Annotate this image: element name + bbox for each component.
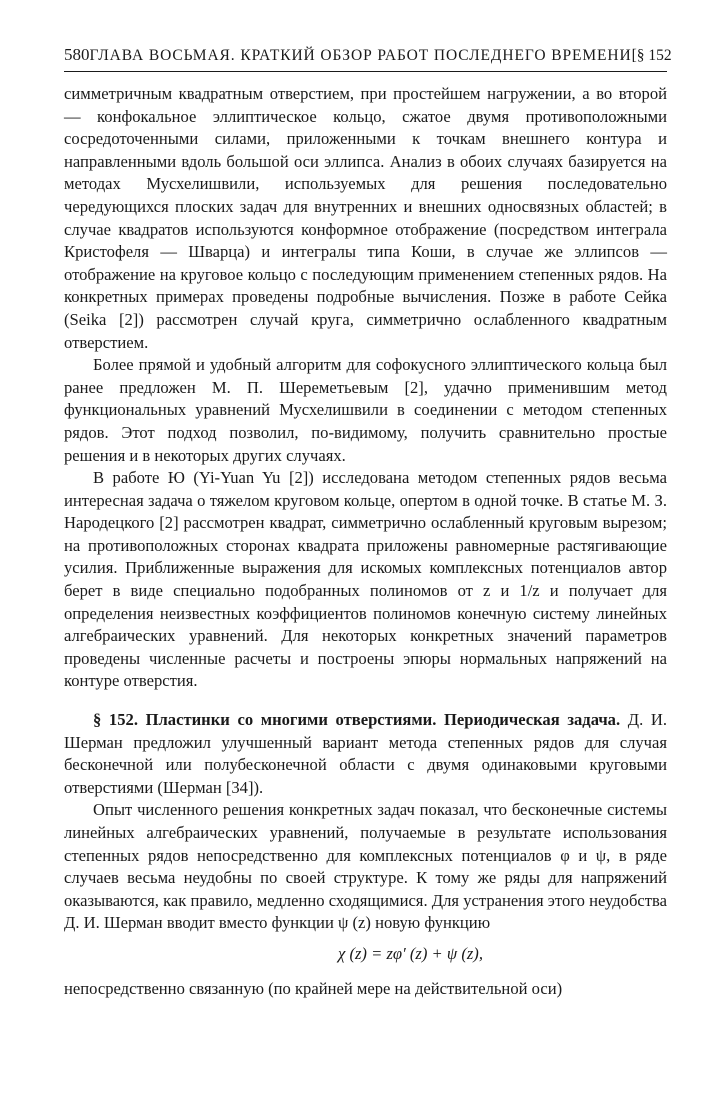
paragraph-1: симметричным квадратным отверстием, при простейшем нагружении, а во второй — конфокальное эллиптическое кольцо, сжатое двумя противоположными сосредоточенными силами, приложенными к точкам внешнего контура и направленными вдоль большой оси эллипса. Анализ в обоих случаях базируется на методах Мусхелишвили, используемых для решения последовательно чередующихся плоских задач для внутренних и внешних односвязных областей; в случае квадратов используются конформное отображение (посредством интеграла Кристофеля — Шварца) и интегралы типа Коши, в случае же эллипсов — отображение на круговое кольцо с последующим применением степенных рядов. На конкретных примерах проведены подробные вычисления. Позже в работе Сейка (Seika [2]) рассмотрен случай круга, симметрично ослабленного квадратным отверстием. xyxy=(64,84,667,352)
section-152-paragraph xyxy=(64,709,667,799)
paragraph-3: В работе Ю (Yi-Yuan Yu [2]) исследована методом степенных рядов весьма интересная задача о тяжелом круговом кольце, опертом в одной точке. В статье М. З. Народецкого [2] рассмотрен квадрат, симметрично ослабленный круговым вырезом; на противоположных сторонах квадрата приложены равномерные растягивающие усилия. Приближенные выражения для искомых комплексных потенциалов автор берет в виде специально подобранных полиномов от z и 1/z и получает для определения неизвестных коэффициентов полиномов конечную систему линейных алгебраических уравнений. Для некоторых конкретных значений параметров проведены численные расчеты и построены эпюры нормальных напряжений на контуре отверстия. xyxy=(64,468,667,691)
paragraph-5: Опыт численного решения конкретных задач показал, что бесконечные системы линейных алгебраических уравнений, получаемые в результате использования степенных рядов непосредственно для комплексных потенциалов φ и ψ, в ряде случаев весьма неудобны по своей структуре. К тому же ряды для напряжений оказываются, как правило, медленно сходящимися. Для устранения этого неудобства Д. И. Шерман вводит вместо функции ψ (z) новую функцию xyxy=(64,800,667,933)
paragraph-2: Более прямой и удобный алгоритм для софокусного эллиптического кольца был ранее предложен М. П. Шереметьевым [2], удачно применившим метод функциональных уравнений Мусхелишвили в соединении с методом степенных рядов. Этот подход позволил, по-видимому, получить сравнительно простые решения и в некоторых других случаях. xyxy=(64,355,667,465)
body-text xyxy=(64,83,667,1000)
formula: χ (z) = zφ′ (z) + ψ (z), xyxy=(338,943,483,963)
page-number: 580 xyxy=(64,45,90,64)
book-page xyxy=(64,44,672,1000)
section-heading: § 152. Пластинки со многими отверстиями. Периодическая задача. xyxy=(93,710,621,730)
paragraph-6: непосредственно связанную (по крайней мере на действительной оси) xyxy=(64,978,563,998)
chapter-title: ГЛАВА ВОСЬМАЯ. КРАТКИЙ ОБЗОР РАБОТ ПОСЛЕДНЕГО ВРЕМЕНИ xyxy=(89,47,632,64)
running-head xyxy=(64,44,672,72)
paragraph-4: Д. И. Шерман предложил улучшенный вариант метода степенных рядов для случая бесконечной или полубесконечной области с двумя одинаковыми круговыми отверстиями (Шерман [34]). xyxy=(64,710,668,797)
section-reference: [§ 152 xyxy=(631,47,672,64)
